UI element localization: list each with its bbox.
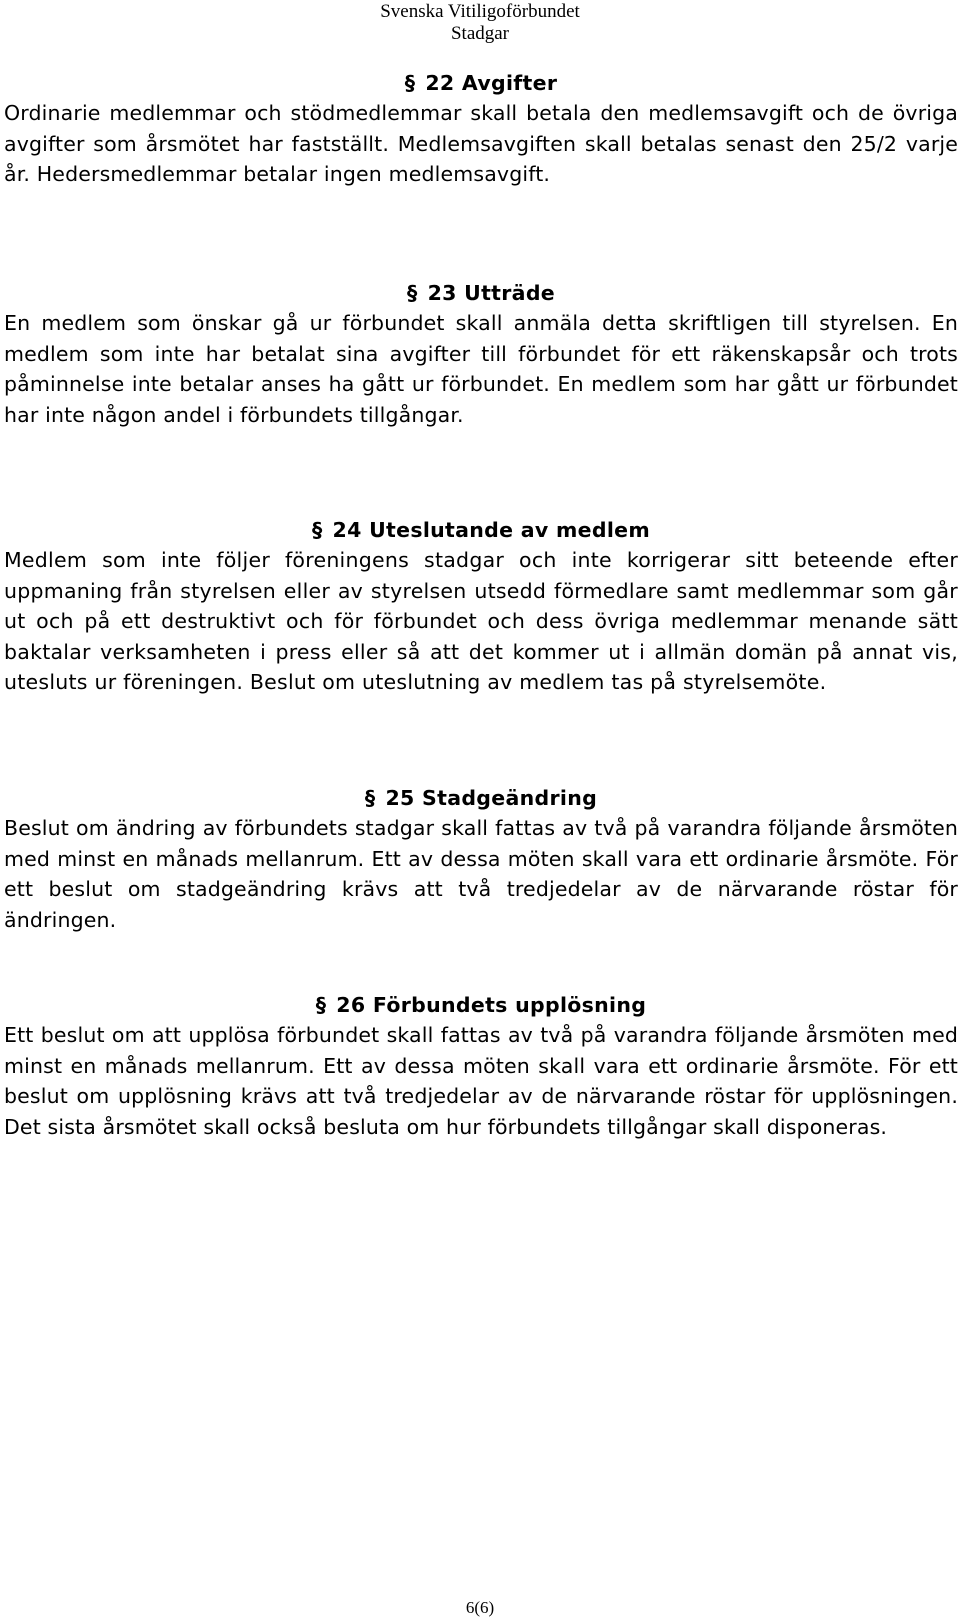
section-symbol: § [407,281,418,305]
section-body: Medlem som inte följer föreningens stadgar och inte korrigerar sitt beteende efter uppmaning från styrelsen eller av styrelsen utsedd förmedlare samt medlemmar som går ut och på ett destruktivt och för förbundet och dess övriga medlemmar menande sätt baktalar verksamheten i press eller så att det kommer ut i allmän domän på annat vis, utesluts ur föreningen. Beslut om uteslutning av medlem tas på styrelsemöte. [4,548,958,694]
section-symbol: § [364,786,376,810]
section-body: Ett beslut om att upplösa förbundet skall fattas av två på varandra följande årsmöten med minst en månads mellanrum. Ett av dessa möten skall vara ett ordinarie årsmöte. För ett beslut om upplösning krävs att två tredjedelar av de närvarande röstar för upplösningen. Det sista årsmötet skall också besluta om hur förbundets tillgångar skall disponeras. [4,1023,958,1139]
section-body: Ordinarie medlemmar och stödmedlemmar skall betala den medlemsavgift och de övriga avgifter som årsmötet har fastställt. Medlemsavgiften skall betalas senast den 25/2 varje år. Hedersmedlemmar betalar ingen medlemsavgift. [4,101,958,186]
section-26 [4,990,958,1142]
page-number: 6(6) [465,1598,495,1617]
section-title: 22 Avgifter [425,71,558,95]
section-heading [4,278,958,308]
section-heading [4,515,958,545]
section-symbol: § [315,993,327,1017]
section-22 [4,68,958,190]
section-body: Beslut om ändring av förbundets stadgar skall fattas av två på varandra följande årsmöten med minst en månads mellanrum. Ett av dessa möten skall vara ett ordinarie årsmöte. För ett beslut om stadgeändring krävs att två tredjedelar av de närvarande röstar för ändringen. [4,816,958,932]
section-heading [4,68,958,98]
section-heading [4,783,958,813]
section-body: En medlem som önskar gå ur förbundet skall anmäla detta skriftligen till styrelsen. En medlem som inte har betalat sina avgifter till förbundet för ett räkenskapsår och trots påminnelse inte betalar anses ha gått ur förbundet. En medlem som har gått ur förbundet har inte någon andel i förbundets tillgångar. [4,311,958,427]
section-symbol: § [404,71,416,95]
section-23 [4,278,958,430]
header-document-title: Stadgar [450,23,510,44]
header-organization: Svenska Vitiligoförbundet [380,1,580,22]
section-title: 24 Uteslutande av medlem [332,518,651,542]
section-heading [4,990,958,1020]
section-symbol: § [311,518,323,542]
section-title: 25 Stadgeändring [385,786,598,810]
section-title: 26 Förbundets upplösning [336,993,647,1017]
section-25 [4,783,958,935]
section-24 [4,515,958,698]
section-title: 23 Utträde [427,281,555,305]
